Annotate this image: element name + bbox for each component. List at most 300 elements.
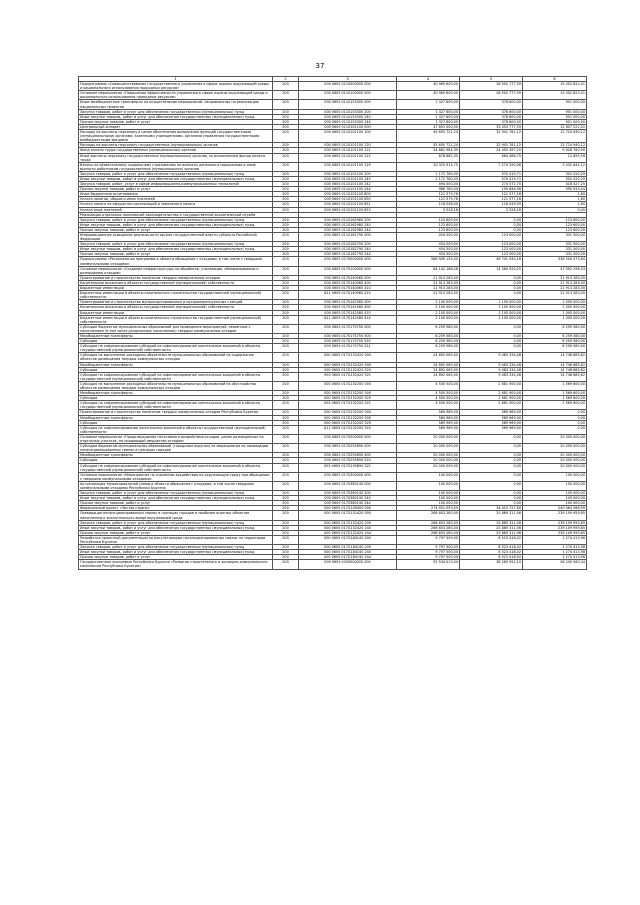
row-code-line: 200 [273,310,299,315]
row-unexecuted: 1 569 600,00 [523,391,587,396]
row-approved: 454 500,00 [397,242,460,247]
row-unexecuted: 951 000,00 [523,114,587,119]
row-executed: 274 572,75 [460,182,523,187]
row-budget-code: 000 0605 017G152420 000 [299,353,397,362]
row-code-line: 200 [273,545,299,550]
row-name: Прочая закупка товаров, работ и услуг [79,501,273,506]
row-name: Бюджетные инвестиции [79,286,273,291]
row-executed: 0,00 [460,344,523,353]
row-unexecuted: 14 748 685,62 [523,362,587,367]
table-row [79,291,587,300]
row-budget-code: 000 0605 0110101100 850 [299,197,397,202]
row-approved: 2 100 000,00 [397,315,460,324]
row-budget-code: 000 0605 0110101100 242 [299,182,397,187]
row-unexecuted: 0,00 [523,410,587,415]
row-executed: 0,00 [460,280,523,285]
row-executed: 376 600,00 [460,114,523,119]
row-approved: 454 500,00 [397,233,460,242]
row-approved: 2 100 000,00 [397,310,460,315]
table-row [79,257,587,266]
row-unexecuted: 100 000,00 [523,491,587,496]
row-code-line: 200 [273,257,299,266]
row-code-line: 200 [273,525,299,530]
row-name: Закупка товаров, работ и услуг для обеспечения государственных (муниципальных) нужд [79,171,273,176]
row-budget-code: 000 0605 0170142580 000 [299,300,397,305]
row-name: Расходы на выплаты персоналу в целях обеспечения выполнения функций государственными (муниципальными) органами, казенными учреждениями, органами управления государственными внебюджетными фондами [79,130,273,143]
row-code-line: 200 [273,197,299,202]
table-row [79,233,587,242]
row-name: Капитальные вложения в объекты государственной (муниципальной) собственности [79,305,273,310]
row-code-line: 200 [273,171,299,176]
table-row [79,266,587,275]
row-executed: 1 100 000,00 [460,310,523,315]
row-executed: 118 049,05 [460,202,523,207]
row-name: Иные закупки товаров, работ и услуг для обеспечения государственных (муниципальных) нужд [79,114,273,119]
row-approved: 92 534 513,44 [397,560,460,569]
row-unexecuted: 21 913 283,00 [523,291,587,300]
row-name: Иные закупки товаров, работ и услуг для обеспечения государственных (муниципальных) нужд [79,247,273,252]
budget-table [78,76,587,570]
row-executed: 8 523 418,02 [460,535,523,544]
row-executed: 123 000,00 [460,242,523,247]
table-row [79,550,587,555]
row-code-line: 200 [273,555,299,560]
row-code-line: 200 [273,506,299,511]
row-budget-code: 000 0605 017G152420 520 [299,367,397,372]
row-budget-code: 000 0605 0170175750 500 [299,333,397,338]
row-budget-code: 000 0605 0170100000 000 [299,266,397,275]
row-approved: 6 259 580,00 [397,339,460,344]
row-code-line: 200 [273,496,299,501]
row-budget-code: 000 0605 017G152200 500 [299,415,397,420]
row-name: Закупка товаров, работ, услуг в сфере информационно-коммуникационных технологий [79,182,273,187]
row-approved: 6 259 580,00 [397,344,460,353]
row-name: Субсидия на софинансирование капитальных вложений в объекты государственной (муниципальной) собственности [79,425,273,434]
row-unexecuted: 951 000,00 [523,100,587,109]
row-code-line: 200 [273,444,299,453]
row-executed: 0,00 [460,227,523,232]
row-budget-code: 000 0605 0110100000 000 [299,91,397,100]
row-name: Межбюджетные трансферты [79,415,273,420]
table-row [79,148,587,153]
row-executed: 32 941 781,12 [460,130,523,143]
table-row [79,171,587,176]
row-budget-code: 000 0605 0110101100 800 [299,192,397,197]
row-name: Межбюджетные трансферты [79,362,273,367]
row-approved: 6 259 580,00 [397,324,460,333]
row-budget-code: 903 0605 017G152420 521 [299,372,397,381]
row-approved: 84 142 168,28 [397,266,460,275]
row-name: Межбюджетные трансферты [79,391,273,396]
row-unexecuted: 0,00 [523,420,587,425]
row-unexecuted: 1 274 413,98 [523,555,587,560]
row-unexecuted: 1 569 600,00 [523,401,587,410]
row-code-line: 200 [273,333,299,338]
row-approved: 4 500 500,00 [397,401,460,410]
table-row [79,381,587,390]
row-budget-code: 000 0605 0110162980 200 [299,217,397,222]
row-name: Иные закупки товаров, работ и услуг для обеспечения государственных (муниципальных) нужд [79,496,273,501]
row-name: Разработка проектной документации на рекультивацию несанкционированных свалок на территории Республики Бурятия [79,535,273,544]
row-name: Субсидия на выполнение расходных обязательств муниципальных образований на содержание объектов размещения твердых коммунальных отходов [79,353,273,362]
row-executed: 123 000,00 [460,233,523,242]
row-code-line: 200 [273,560,299,569]
row-code-line: 200 [273,324,299,333]
row-unexecuted: 123 600,00 [523,217,587,222]
row-unexecuted: 951 000,00 [523,109,587,114]
row-unexecuted: 302 020,29 [523,171,587,176]
row-approved: 3 528,16 [397,207,460,212]
row-executed: 9 483 334,08 [460,362,523,367]
row-executed: 0,00 [460,491,523,496]
row-code-line: 200 [273,315,299,324]
row-unexecuted: 20 000 000,00 [523,434,587,443]
row-unexecuted: 240 064 566,99 [523,506,587,511]
row-executed: 8 523 418,02 [460,550,523,555]
row-name: Прочая закупка товаров, работ и услуг [79,227,273,232]
row-budget-code: 000 0605 0110101100 244 [299,187,397,192]
row-executed: 0,00 [460,496,523,501]
row-code-line: 200 [273,202,299,207]
row-budget-code: 000 0605 0110153300 240 [299,114,397,119]
row-budget-code: 000 0605 0170140060 410 [299,286,397,291]
row-name: Фонд оплаты труда государственных (муниципальных) органов [79,148,273,153]
column-number: 2 [273,77,299,82]
row-approved: 20 000 000,00 [397,453,460,458]
row-unexecuted: 6 259 580,00 [523,324,587,333]
row-unexecuted: 951 000,00 [523,119,587,124]
row-unexecuted: 56 240 560,34 [523,560,587,569]
row-code-line: 200 [273,458,299,463]
row-name: Межбюджетные трансферты [79,453,273,458]
table-row [79,315,587,324]
row-budget-code: 000 0605 017G152200 500 [299,391,397,396]
row-executed: 376 600,00 [460,109,523,114]
row-unexecuted: 100 000,00 [523,481,587,490]
row-name: Актуализация территориальной схемы в области обращения с отходами, в том числе твердыми коммунальными отходами Республики Бурятия [79,481,273,490]
table-row [79,344,587,353]
row-code-line: 200 [273,362,299,367]
row-name: Основное мероприятие «Предотвращение негативного воздействия отходов, ранее размещенных на отдельных участках, на продающий имущество отходов» [79,434,273,443]
row-approved: 123 600,00 [397,222,460,227]
row-code-line: 200 [273,520,299,525]
row-executed: 0,00 [460,324,523,333]
row-unexecuted: 12 724 940,12 [523,130,587,143]
row-executed: 28 502 777,59 [460,91,523,100]
table-row [79,372,587,381]
row-code-line: 200 [273,233,299,242]
row-budget-code: 000 0605 0170175750 520 [299,339,397,344]
row-budget-code: 000 0605 0170380140 240 [299,496,397,501]
row-unexecuted: 123 600,00 [523,227,587,232]
row-code-line: 200 [273,176,299,181]
row-name: Прочая закупка товаров, работ и услуг [79,555,273,560]
row-unexecuted: 331 500,00 [523,242,587,247]
row-approved: 100 000,00 [397,501,460,506]
row-name: Субсидии на софинансирование субсидий на софинансирование капитальных вложений в объекты государственной (муниципальной) собственности [79,372,273,381]
row-approved: 4 500 500,00 [397,396,460,401]
row-name: Проектирование и строительство полигонов твердых коммунальных отходов [79,275,273,280]
row-approved: 20 000 000,00 [397,444,460,453]
row-approved: 21 913 283,00 [397,286,460,291]
row-budget-code: 903 0605 017G155890 521 [299,463,397,472]
row-approved: 9 797 500,00 [397,550,460,555]
row-budget-code: 000 0605 0170175750 000 [299,324,397,333]
row-unexecuted: 1 274 413,98 [523,545,587,550]
row-executed: 570 419,71 [460,171,523,176]
row-unexecuted: 302 020,29 [523,176,587,181]
row-budget-code: 903 0605 0170175750 521 [299,344,397,353]
row-name: Прочая закупка товаров, работ и услуг [79,530,273,535]
row-executed: 24 450 497,20 [460,148,523,153]
row-budget-code: 000 0605 0110101100 122 [299,153,397,162]
row-name: Информационное освещение деятельности органа государственной власти субъекта Российской Федерации [79,233,273,242]
row-unexecuted: 336 204 573,84 [523,257,587,266]
row-approved: 678 662,35 [397,153,460,162]
row-name: Иные межбюджетные трансферты на осуществление мероприятий, направленных на реализацию национальных проектов [79,100,273,109]
table-row [79,162,587,171]
row-name: Взносы по обязательному социальному страхованию на выплаты денежного содержания и иные выплаты работникам государственных (муниципальных) органов [79,162,273,171]
row-executed: 8 523 418,02 [460,555,523,560]
row-code-line: 200 [273,266,299,275]
row-executed: 1 100 000,00 [460,305,523,310]
row-budget-code: 000 0605 017G152200 000 [299,410,397,415]
row-approved: 118 048,00 [397,202,460,207]
row-approved: 100 000,00 [397,481,460,490]
row-approved: 121 579,76 [397,192,460,197]
row-name: Подпрограмма «Региональная программа в области обращения с отходами, в том числе с твердыми коммунальными отходами» [79,257,273,266]
row-approved: 20 000 000,00 [397,458,460,463]
row-unexecuted: 1 000 000,00 [523,310,587,315]
row-budget-code: 000 0605 0170140060 000 [299,275,397,280]
row-executed: 0,00 [460,472,523,481]
row-approved: 274 451 093,59 [397,506,460,511]
row-approved: 586 949 154,00 [397,257,460,266]
row-name: Уплата иных платежей [79,207,273,212]
row-code-line: 200 [273,109,299,114]
row-executed: 0,00 [460,501,523,506]
row-unexecuted: 6 259 580,00 [523,344,587,353]
row-name: Иные закупки товаров, работ и услуг для обеспечения государственных (муниципальных) нужд [79,550,273,555]
row-name: Закупка товаров, работ и услуг для обеспечения государственных (муниципальных) нужд [79,491,273,496]
row-unexecuted: 1,60 [523,197,587,202]
row-approved: 9 797 500,00 [397,555,460,560]
row-code-line: 200 [273,217,299,222]
row-unexecuted: 100 000,00 [523,472,587,481]
row-code-line: 200 [273,130,299,143]
row-budget-code: 903 0605 017G152200 521 [299,401,397,410]
row-budget-code: 000 0605 017G184140 240 [299,550,397,555]
row-executed: 25 889 311,06 [460,525,523,530]
row-code-line: 200 [273,182,299,187]
row-budget-code: 811 0605 0170140060 414 [299,291,397,300]
row-unexecuted: 1 274 413,98 [523,550,587,555]
row-code-line: 200 [273,82,299,91]
row-name: Закупка товаров, работ и услуг для обеспечения государственных (муниципальных) нужд [79,109,273,114]
row-executed: 0,00 [460,339,523,344]
row-budget-code: 000 0605 0110182790 244 [299,252,397,257]
row-approved: 9 797 500,00 [397,535,460,544]
table-row [79,114,587,119]
row-budget-code: 000 0605 0170255890 520 [299,458,397,463]
row-budget-code: 811 0605 017G152200 522 [299,425,397,434]
table-row [79,130,587,143]
row-executed: 25 889 311,06 [460,520,523,525]
row-unexecuted: 239 109 959,85 [523,520,587,525]
row-approved: 9 797 500,00 [397,545,460,550]
row-budget-code: 000 0605 017G184140 244 [299,555,397,560]
row-unexecuted: 1 000 000,00 [523,300,587,305]
table-row [79,353,587,362]
row-unexecuted: 47 592 298,03 [523,266,587,275]
row-name: Ликвидация несанкционированных свалок в границах городов и наиболее опасных объектов накопленного экологического вреда окружающей среде [79,511,273,520]
row-executed: 589 969,00 [460,425,523,434]
row-approved: 21 913 283,00 [397,275,460,280]
row-budget-code: 000 0605 017G152420 000 [299,511,397,520]
row-name: Закупка товаров, работ и услуг для обеспечения государственных (муниципальных) нужд [79,520,273,525]
row-executed: 0,00 [460,434,523,443]
row-budget-code: 000 0605 0170255890 500 [299,453,397,458]
row-name: Закупка товаров, работ и услуг для обеспечения государственных (муниципальных) нужд [79,217,273,222]
row-approved: 589 969,00 [397,420,460,425]
row-code-line: 200 [273,153,299,162]
row-code-line: 200 [273,124,299,129]
row-name: Центральный аппарат [79,124,273,129]
table-row [79,109,587,114]
row-name: Субсидии [79,420,273,425]
row-code-line: 200 [273,401,299,410]
row-name: Субсидия на выполнение расходных обязательств муниципальных образований на обустройство объектов размещения твердых коммунальных отходов [79,381,273,390]
table-row [79,176,587,181]
row-budget-code: 000 0605 0170140060 400 [299,280,397,285]
table-row [79,202,587,207]
row-executed: 0,00 [460,222,523,227]
row-executed: 3 528,16 [460,207,523,212]
row-executed: 46 741 540,16 [460,257,523,266]
row-code-line: 200 [273,530,299,535]
row-unexecuted: 331 500,00 [523,233,587,242]
row-budget-code: 000 0605 017G100000 000 [299,506,397,511]
row-executed: 1 100 000,00 [460,315,523,324]
row-code-line: 200 [273,100,299,109]
row-executed: 2 681 900,00 [460,401,523,410]
row-code-line: 200 [273,391,299,396]
row-name: Субсидии [79,367,273,372]
page-number: 37 [315,62,325,70]
row-budget-code: 000 0605 0110101100 100 [299,130,397,143]
row-name: Субсидии на софинансирование субсидий на софинансирование капитальных вложений в объекты государственной (муниципальной) собственности [79,463,273,472]
table-row [79,481,587,490]
row-executed: 121 577,16 [460,197,523,202]
row-budget-code: 000 0605 0110101100 121 [299,148,397,153]
table-row [79,324,587,333]
row-budget-code: 000 0605 0110182790 000 [299,233,397,242]
row-code-line: 200 [273,148,299,153]
row-code-line: 200 [273,207,299,212]
row-code-line: 200 [273,353,299,362]
table-row [79,82,587,91]
row-approved: 24 892 065,00 [397,353,460,362]
row-unexecuted: 239 109 959,85 [523,511,587,520]
row-unexecuted: 1,60 [523,202,587,207]
table-row [79,100,587,109]
column-number: 5 [460,77,523,82]
row-code-line: 200 [273,143,299,148]
row-unexecuted: 0,00 [523,425,587,434]
row-code-line: 200 [273,481,299,490]
row-name: Субсидии [79,396,273,401]
row-approved: 20 000 000,00 [397,434,460,443]
row-executed: 14 584 920,25 [460,266,523,275]
row-executed: 589 969,00 [460,410,523,415]
row-code-line: 200 [273,119,299,124]
table-row [79,525,587,530]
row-approved: 589 969,00 [397,410,460,415]
row-approved: 268 603 280,00 [397,511,460,520]
row-unexecuted: 1 000 000,00 [523,305,587,310]
row-code-line: 200 [273,425,299,434]
column-number: 1 [79,77,273,82]
row-approved: 268 603 280,00 [397,520,460,525]
row-budget-code: 000 0605 0170380140 244 [299,501,397,506]
row-approved: 24 892 065,00 [397,362,460,367]
row-approved: 268 603 280,00 [397,525,460,530]
row-executed: 1 100 000,00 [460,300,523,305]
row-code-line: 200 [273,247,299,252]
row-code-line: 200 [273,344,299,353]
row-budget-code: 000 0605 0110101100 200 [299,171,397,176]
row-executed: 0,00 [460,458,523,463]
row-budget-code: 000 0605 0110162980 244 [299,227,397,232]
row-code-line: 200 [273,434,299,443]
row-budget-code: 000 0605 0110000000 000 [299,82,397,91]
row-approved: 1 327 600,00 [397,109,460,114]
row-approved: 1 172 780,00 [397,176,460,181]
row-budget-code: 000 0605 0110101100 240 [299,176,397,181]
row-budget-code: 000 0605 0170300000 000 [299,472,397,481]
row-approved: 34 862 984,30 [397,148,460,153]
row-unexecuted: 14 748 685,62 [523,372,587,381]
table-row [79,143,587,148]
row-approved: 123 600,00 [397,217,460,222]
row-budget-code: 000 0605 017G152200 000 [299,381,397,390]
row-budget-code: 000 0605 0110101100 129 [299,162,397,171]
row-code-line: 200 [273,415,299,420]
row-approved: 4 500 500,00 [397,391,460,396]
row-name: Реализация отдельных полномочий законодательства о государственной экологической службе [79,212,273,217]
row-budget-code: 000 0605 0110153300 000 [299,100,397,109]
row-unexecuted: 15 002 822,41 [523,91,587,100]
row-executed: 0,00 [460,286,523,291]
row-unexecuted: 0,00 [523,207,587,212]
row-code-line: 200 [273,339,299,344]
table-row [79,472,587,481]
table-row [79,560,587,569]
table-row [79,520,587,525]
row-executed: 28 502 777,59 [460,82,523,91]
row-unexecuted: 1 569 600,00 [523,381,587,390]
row-code-line: 200 [273,187,299,192]
row-executed: 0,00 [460,463,523,472]
row-code-line: 200 [273,242,299,247]
row-executed: 0,00 [460,291,523,300]
row-name: Субсидии на софинансирование субсидий на софинансирование капитальных вложений в объекты государственной (муниципальной) собственности [79,344,273,353]
row-code-line: 200 [273,501,299,506]
row-budget-code: 000 0605 0110182790 200 [299,242,397,247]
row-code-line: 200 [273,286,299,291]
row-code-line: 200 [273,453,299,458]
row-approved: 589 969,00 [397,415,460,420]
